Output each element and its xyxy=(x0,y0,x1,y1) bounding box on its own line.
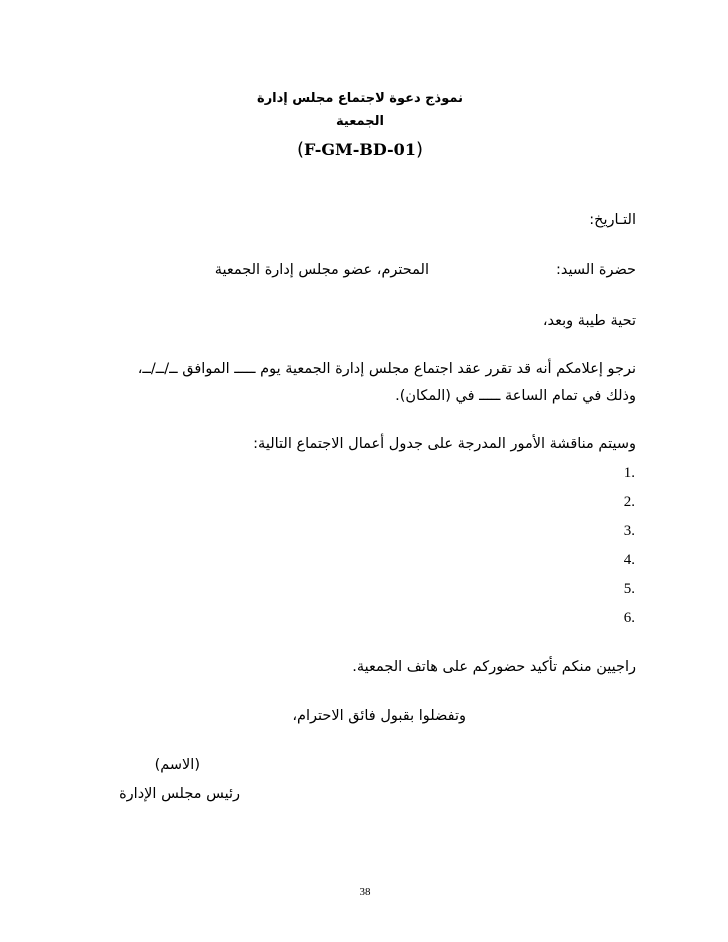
page-number: 38 xyxy=(359,886,371,898)
agenda-item: 4. xyxy=(623,552,635,568)
agenda-item: 6. xyxy=(623,610,635,626)
agenda-item: 5. xyxy=(623,581,635,597)
recipient-title: المحترم، عضو مجلس إدارة الجمعية xyxy=(214,262,429,278)
date-label: التـاريخ: xyxy=(589,212,636,228)
agenda-item: 3. xyxy=(623,523,635,539)
invitation-line-1: نرجو إعلامكم أنه قد تقرر عقد اجتماع مجلس إدارة الجمعية يوم ـــــ الموافق ــ/ــ/ــ، xyxy=(137,361,636,377)
confirm-attendance: راجيين منكم تأكيد حضوركم على هاتف الجمعية. xyxy=(352,659,636,675)
signatory-name: (الاسم) xyxy=(154,757,200,773)
form-code-text: F-GM-BD-01 xyxy=(304,140,416,159)
agenda-item: 1. xyxy=(623,465,635,481)
form-code: (F-GM-BD-01) xyxy=(297,139,423,160)
agenda-item: 2. xyxy=(623,494,635,510)
form-title-continued: الجمعية xyxy=(336,114,384,129)
agenda-intro: وسيتم مناقشة الأمور المدرجة على جدول أعمال الاجتماع التالية: xyxy=(253,436,636,452)
recipient-label: حضرة السيد: xyxy=(556,262,636,278)
invitation-line-2: وذلك في تمام الساعة ـــــ في (المكان). xyxy=(395,388,636,404)
closing-line: وتفضلوا بقبول فائق الاحترام، xyxy=(292,708,466,724)
greeting: تحية طيبة وبعد، xyxy=(542,313,636,329)
signatory-role: رئيس مجلس الإدارة xyxy=(119,786,240,802)
form-title: نموذج دعوة لاجتماع مجلس إدارة xyxy=(257,91,463,106)
